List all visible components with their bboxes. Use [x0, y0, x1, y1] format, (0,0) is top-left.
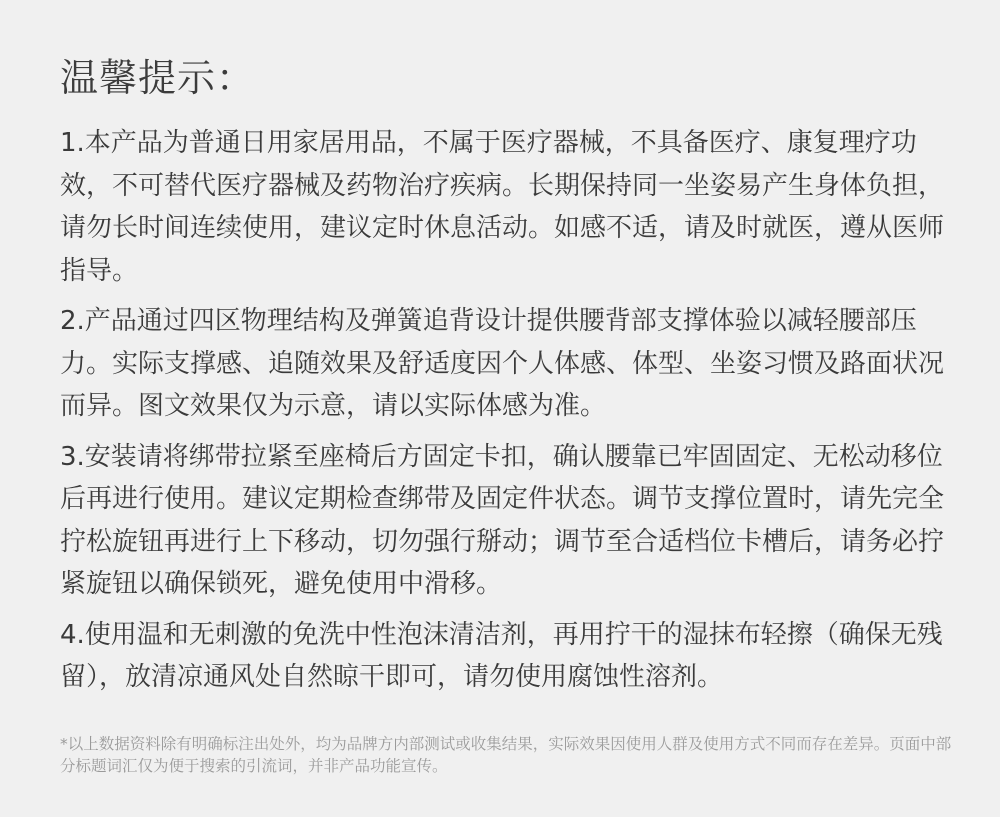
- notice-title: 温馨提示：: [60, 56, 256, 100]
- notice-item-4: 4.使用温和无刺激的免洗中性泡沫清洁剂，再用拧干的湿抹布轻擦（确保无残留），放清凉通风处自然晾干即可，请勿使用腐蚀性溶剂。: [60, 619, 943, 692]
- notice-item-1: 1.本产品为普通日用家居用品，不属于医疗器械，不具备医疗、康复理疗功效，不可替代医疗器械及药物治疗疾病。长期保持同一坐姿易产生身体负担，请勿长时间连续使用，建议定时休息活动。如感不适，请及时就医，遵从医师指导。: [60, 128, 945, 286]
- notice-list: [60, 122, 960, 699]
- notice-item-2: 2.产品通过四区物理结构及弹簧追背设计提供腰背部支撑体验以减轻腰部压力。实际支撑感、追随效果及舒适度因个人体感、体型、坐姿习惯及路面状况而异。图文效果仅为示意，请以实际体感为准。: [60, 306, 945, 421]
- notice-item-3: 3.安装请将绑带拉紧至座椅后方固定卡扣，确认腰靠已牢固固定、无松动移位后再进行使用。建议定期检查绑带及固定件状态。调节支撑位置时，请先完全拧松旋钮再进行上下移动，切勿强行掰动；调节至合适档位卡槽后，请务必拧紧旋钮以确保锁死，避免使用中滑移。: [60, 441, 945, 599]
- disclaimer-footnote: *以上数据资料除有明确标注出处外，均为品牌方内部测试或收集结果，实际效果因使用人群及使用方式不同而存在差异。页面中部分标题词汇仅为便于搜索的引流词，并非产品功能宣传。: [60, 734, 952, 775]
